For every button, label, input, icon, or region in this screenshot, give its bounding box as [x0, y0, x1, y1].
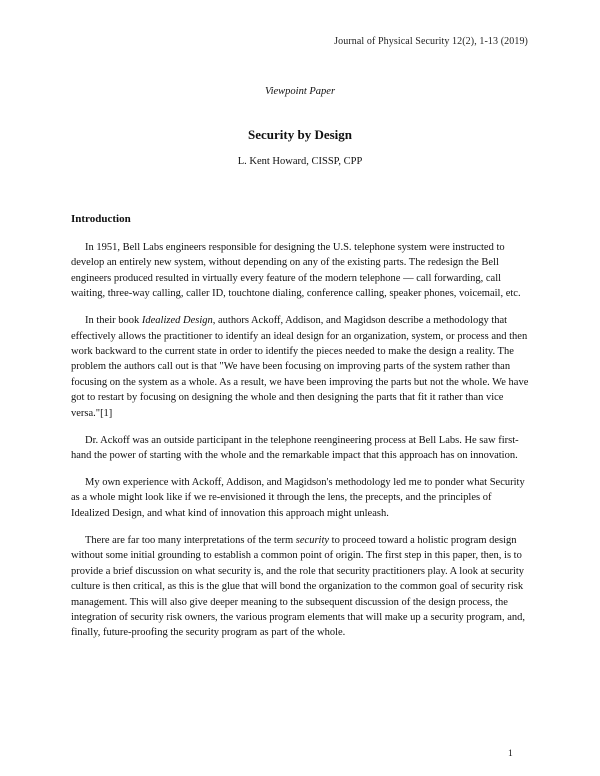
paragraph-4: My own experience with Ackoff, Addison, and Magidson's methodology led me to ponder what Security as a whole might look like if we re-envisioned it through the lens, the precepts, and the principles of Idealized Design, and what kind of innovation this approach might unleash.	[71, 477, 525, 519]
paragraph-2-text-b: , authors Ackoff, Addison, and Magidson describe a methodology that effectively allows the practitioner to identify an ideal design for an organization, system, or process and then work backward to the current state in order to identify the pieces needed to make the design a reality. The problem the authors call out is that "We have been focusing on improving parts of the system rather than focusing on the system as a whole. As a result, we have been improving the parts but not the whole. We have got to restart by focusing on designing the whole and then designing the parts that fit it rather than vice versa."[1]	[71, 315, 529, 419]
book-title-italic: Idealized Design	[141, 315, 213, 327]
section-kind-label: Viewpoint Paper	[264, 86, 336, 97]
security-term-italic: security	[295, 534, 330, 546]
paragraph-5-text-a: There are far too many interpretations of the term	[85, 534, 296, 546]
paragraph-3: Dr. Ackoff was an outside participant in the telephone reengineering process at Bell Labs. He saw first-hand the power of starting with the whole and the remarkable impact that this approach has on innovation.	[71, 434, 519, 462]
paragraph-2-text-a: In their book	[85, 315, 142, 327]
page-number: 1	[508, 749, 513, 759]
journal-header: Journal of Physical Security 12(2), 1-13 (2019)	[334, 36, 528, 47]
author-line: L. Kent Howard, CISSP, CPP	[237, 156, 363, 167]
paper-title: Security by Design	[248, 127, 352, 142]
section-heading-introduction: Introduction	[71, 213, 131, 225]
paragraph-5	[71, 533, 531, 641]
paragraph-5-text-b: to proceed toward a holistic program design without some initial grounding to establish a common point of origin. The first step in this paper, then, is to provide a brief discussion on what security is, and the role that security practitioners play. A look at security culture is then critical, as this is the glue that will bond the organization to the common goal of security risk management. This will also give deeper meaning to the subsequent discussion of the design process, the integration of security risk owners, the various program elements that will make up a security program, and, finally, future-proofing the security program as part of the whole.	[71, 534, 525, 639]
body-text	[71, 240, 531, 652]
paragraph-1: In 1951, Bell Labs engineers responsible for designing the U.S. telephone system were instructed to develop an entirely new system, without depending on any of the existing parts. The redesign the Bell engineers produced resulted in virtually every feature of the modern telephone — call forwarding, call waiting, three-way calling, caller ID, touchtone dialing, conference calling, speaker phones, voicemail, etc.	[71, 242, 521, 300]
paragraph-2	[71, 313, 531, 421]
